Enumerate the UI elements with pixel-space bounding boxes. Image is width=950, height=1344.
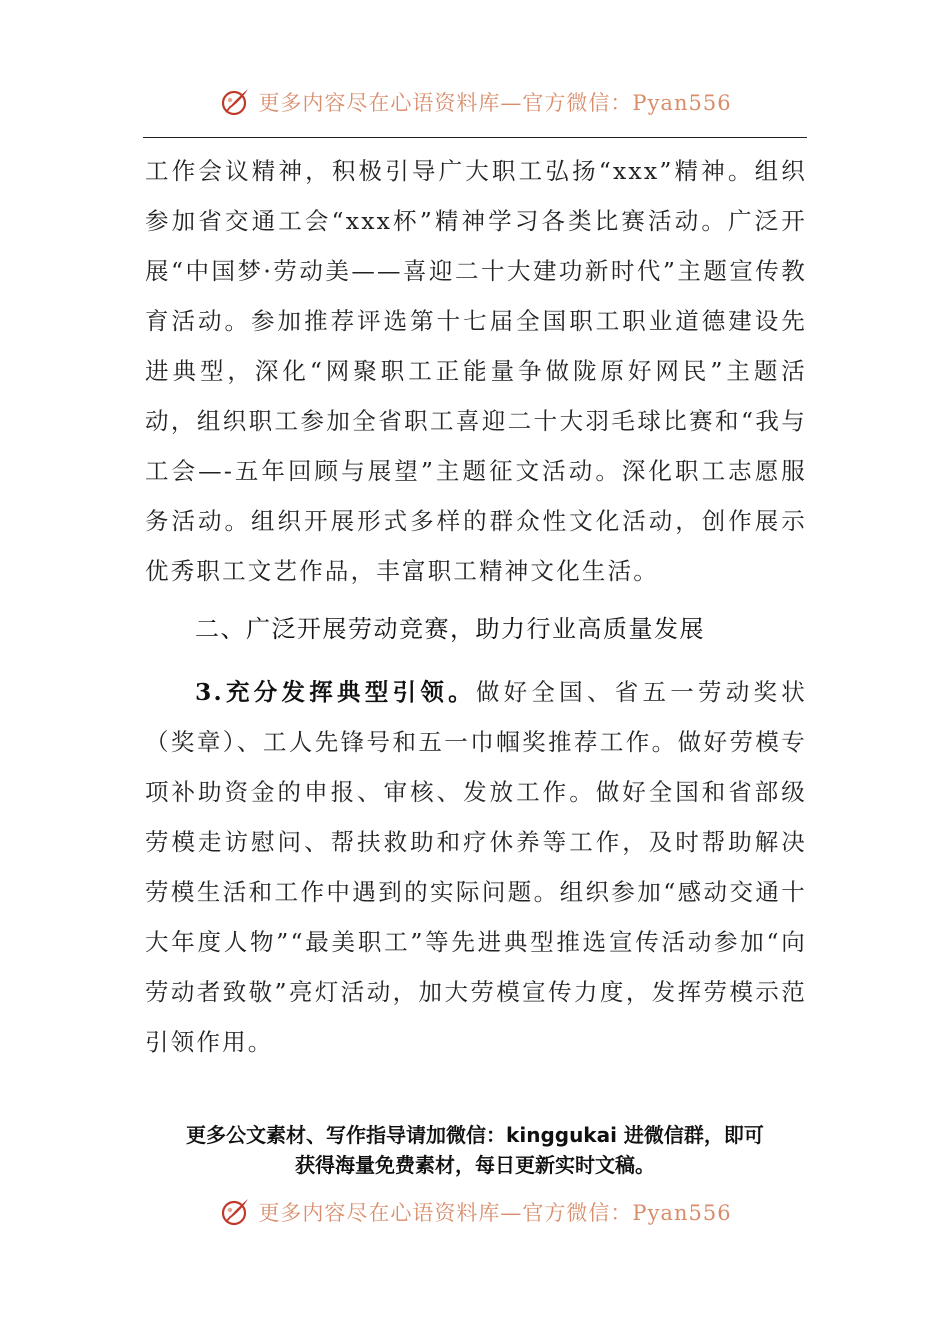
quill-logo-icon <box>218 85 252 119</box>
document-body <box>145 146 807 596</box>
promo-line-1: 更多公文素材、写作指导请加微信：kinggukai 进微信群，即可 <box>186 1123 764 1147</box>
paragraph-3 <box>145 667 807 1067</box>
header-banner-text: 更多内容尽在心语资料库—官方微信：Pyan556 <box>258 91 732 115</box>
header-banner <box>0 82 950 122</box>
promo-line-2: 获得海量免费素材，每日更新实时文稿。 <box>295 1153 655 1177</box>
paragraph-1: 工作会议精神，积极引导广大职工弘扬“xxx”精神。组织参加省交通工会“xxx杯”精神学习各类比赛活动。广泛开展“中国梦·劳动美——喜迎二十大建功新时代”主题宣传教育活动。参加推荐评选第十七届全国职工职业道德建设先进典型，深化“网聚职工正能量争做陇原好网民”主题活动，组织职工参加全省职工喜迎二十大羽毛球比赛和“我与工会—-五年回顾与展望”主题征文活动。深化职工志愿服务活动。组织开展形式多样的群众性文化活动，创作展示优秀职工文艺作品，丰富职工精神文化生活。 <box>145 157 807 585</box>
footer-banner-text: 更多内容尽在心语资料库—官方微信：Pyan556 <box>258 1201 732 1225</box>
quill-logo-icon <box>218 1195 252 1229</box>
footer-banner <box>0 1192 950 1232</box>
promo-notice <box>120 1120 830 1180</box>
paragraph-3-lead: 3.充分发挥典型引领。 <box>195 678 476 706</box>
paragraph-3-body: 做好全国、省五一劳动奖状（奖章）、工人先锋号和五一巾帼奖推荐工作。做好劳模专项补助资金的申报、审核、发放工作。做好全国和省部级劳模走访慰问、帮扶救助和疗休养等工作，及时帮助解决劳模生活和工作中遇到的实际问题。组织参加“感动交通十大年度人物”“最美职工”等先进典型推选宣传活动参加“向劳动者致敬”亮灯活动，加大劳模宣传力度，发挥劳模示范引领作用。 <box>145 678 808 1056</box>
section-heading: 二、广泛开展劳动竞赛，助力行业高质量发展 <box>195 615 705 643</box>
header-divider <box>143 137 807 138</box>
